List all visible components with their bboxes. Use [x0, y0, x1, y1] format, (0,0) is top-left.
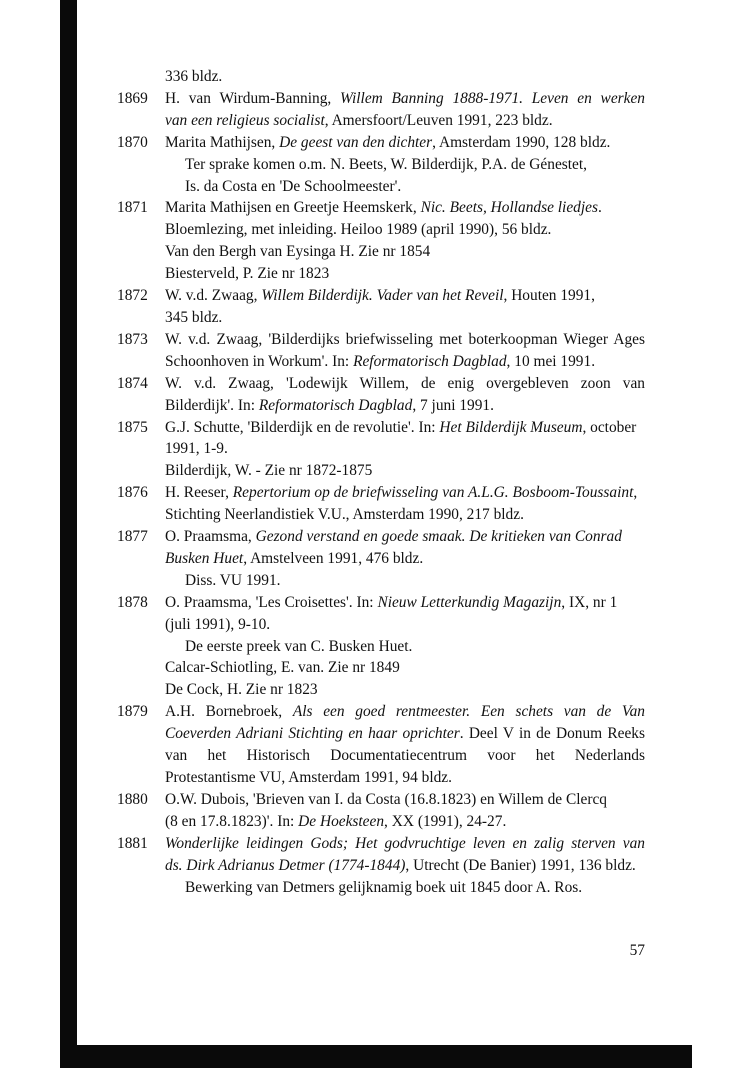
- entry-continuation-line: [117, 110, 645, 132]
- entry-line-1872: [117, 285, 645, 307]
- entry-continuation-line: [117, 636, 645, 658]
- entry-line-1875: [117, 417, 645, 439]
- italic-title: van een religieus socialist: [165, 111, 325, 129]
- entry-text-span: H. van Wirdum-Banning,: [165, 89, 341, 107]
- entry-text: [165, 66, 645, 88]
- entry-text-span: Bloemlezing, met inleiding. Heiloo 1989 (april 1990), 56 bldz.: [165, 221, 552, 239]
- entry-text: [165, 657, 645, 679]
- entry-text: [185, 154, 645, 176]
- entry-line-1881: [117, 833, 645, 855]
- entry-text: [165, 88, 645, 110]
- entry-text: [165, 197, 645, 219]
- entry-continuation-line: [117, 66, 645, 88]
- entry-continuation-line: [117, 570, 645, 592]
- entry-continuation-line: [117, 745, 645, 767]
- entry-text-span: Biesterveld, P. Zie nr 1823: [165, 265, 330, 283]
- entry-text: [185, 570, 645, 592]
- page-number: 57: [629, 942, 645, 959]
- entry-text-span: Stichting Neerlandistiek V.U., Amsterdam 1990, 217 bldz.: [165, 506, 524, 524]
- italic-title: De Hoeksteen: [298, 812, 385, 830]
- entry-text-span: W. v.d. Zwaag,: [165, 287, 262, 305]
- entry-line-1871: [117, 197, 645, 219]
- entry-continuation-line: [117, 811, 645, 833]
- entry-number: 1869: [117, 89, 148, 107]
- entry-text-span: W. v.d. Zwaag, 'Lodewijk Willem, de enig overgebleven zoon van: [165, 374, 645, 392]
- entry-text-span: , october: [582, 418, 637, 436]
- entry-continuation-line: [117, 679, 645, 701]
- entry-text: [165, 701, 645, 723]
- entry-text: [165, 789, 645, 811]
- entry-text: [185, 636, 645, 658]
- entry-text-span: Bewerking van Detmers gelijknamig boek uit 1845 door A. Ros.: [185, 878, 583, 896]
- entry-text-span: G.J. Schutte, 'Bilderdijk en de revolutie'. In:: [165, 418, 440, 436]
- entry-text-span: 336 bldz.: [165, 68, 223, 85]
- entry-continuation-line: [117, 877, 645, 899]
- entry-line-1873: [117, 329, 645, 351]
- entry-text: [165, 811, 645, 833]
- entry-text: [165, 767, 645, 789]
- entry-text-span: . Deel V in de Donum Reeks: [459, 725, 645, 743]
- italic-title: Coeverden Adriani Stichting en haar oprichter: [165, 725, 460, 743]
- entry-text-span: Calcar-Schiotling, E. van. Zie nr 1849: [165, 659, 400, 677]
- entry-line-1878: [117, 592, 645, 614]
- entry-text-span: W. v.d. Zwaag, 'Bilderdijks briefwisseling met boterkoopman Wieger Ages: [165, 330, 645, 348]
- entry-text-span: Van den Bergh van Eysinga H. Zie nr 1854: [165, 243, 431, 261]
- entry-continuation-line: [117, 855, 645, 877]
- entry-text: [165, 263, 645, 285]
- entry-text: [165, 307, 645, 329]
- italic-title: Nieuw Letterkundig Magazijn: [377, 593, 562, 611]
- entry-number: 1877: [117, 528, 148, 546]
- entry-text: [165, 745, 645, 767]
- entry-number: 1881: [117, 834, 148, 852]
- entry-text: [165, 395, 645, 417]
- entry-text-span: 1991, 1-9.: [165, 440, 228, 458]
- entry-text: [165, 285, 645, 307]
- italic-title: Willem Banning 1888-1971. Leven en werken: [340, 89, 646, 107]
- entry-text: [165, 132, 645, 154]
- entry-number: 1872: [117, 287, 148, 305]
- entry-text-span: Marita Mathijsen,: [165, 133, 280, 151]
- entry-line-1877: [117, 526, 645, 548]
- entry-text: [165, 438, 645, 460]
- entry-number: 1879: [117, 703, 148, 721]
- italic-title: Repertorium op de briefwisseling van A.L.G. Bosboom-Toussaint: [232, 484, 634, 502]
- entry-text-span: , 10 mei 1991.: [506, 352, 596, 370]
- entry-text-span: Bilderdijk, W. - Zie nr 1872-1875: [165, 462, 373, 480]
- entry-text-span: , Houten 1991,: [503, 287, 595, 305]
- entry-text-span: Marita Mathijsen en Greetje Heemskerk,: [165, 199, 421, 217]
- entry-number: 1870: [117, 133, 148, 151]
- entry-text-span: (8 en 17.8.1823)'. In:: [165, 812, 299, 830]
- entry-text: [165, 679, 645, 701]
- entry-text: [165, 614, 645, 636]
- entry-text-span: , IX, nr 1: [561, 593, 618, 611]
- entry-text-span: O. Praamsma,: [165, 528, 256, 546]
- italic-title: Nic. Beets, Hollandse liedjes: [420, 199, 598, 217]
- entry-text-span: , Utrecht (De Banier) 1991, 136 bldz.: [405, 856, 636, 874]
- entry-continuation-line: [117, 351, 645, 373]
- entry-continuation-line: [117, 154, 645, 176]
- italic-title: Gezond verstand en goede smaak. De kritieken van Conrad: [255, 528, 622, 546]
- entry-text: [165, 110, 645, 132]
- entry-text-span: Protestantisme VU, Amsterdam 1991, 94 bldz.: [165, 769, 452, 786]
- entry-text-span: H. Reeser,: [165, 484, 233, 502]
- entry-text-span: Ter sprake komen o.m. N. Beets, W. Bilderdijk, P.A. de Génestet,: [185, 155, 588, 173]
- italic-title: ds. Dirk Adrianus Detmer (1774-1844): [165, 856, 406, 874]
- entry-text-span: , Amersfoort/Leuven 1991, 223 bldz.: [324, 111, 553, 129]
- entry-text-span: , Amsterdam 1990, 128 bldz.: [432, 133, 611, 151]
- entry-text-span: Schoonhoven in Workum'. In:: [165, 352, 354, 370]
- entry-continuation-line: [117, 504, 645, 526]
- scan-edge-bottom: [60, 1045, 692, 1068]
- entry-text: [165, 833, 645, 855]
- entry-continuation-line: [117, 548, 645, 570]
- entry-text: [165, 417, 645, 439]
- entry-text-span: , 7 juni 1991.: [412, 396, 494, 414]
- entry-line-1880: [117, 789, 645, 811]
- entry-number: 1878: [117, 593, 148, 611]
- italic-title: Het Bilderdijk Museum: [439, 418, 583, 436]
- entry-text: [165, 548, 645, 570]
- entry-text: [165, 482, 645, 504]
- italic-title: Wonderlijke leidingen Gods; Het godvruchtige leven en zalig sterven van: [165, 834, 645, 852]
- entry-number: 1874: [117, 374, 148, 392]
- italic-title: De geest van den dichter: [279, 133, 433, 151]
- entry-text: [165, 723, 645, 745]
- entry-line-1870: [117, 132, 645, 154]
- entry-continuation-line: [117, 767, 645, 789]
- italic-title: Reformatorisch Dagblad: [353, 352, 507, 370]
- entry-text: [185, 877, 645, 899]
- italic-title: Als een goed rentmeester. Een schets van de Van: [292, 703, 646, 721]
- entry-text: [165, 504, 645, 526]
- italic-title: Reformatorisch Dagblad: [258, 396, 413, 414]
- entry-number: 1871: [117, 199, 148, 217]
- entry-line-1879: [117, 701, 645, 723]
- entry-continuation-line: [117, 614, 645, 636]
- entry-text-span: , Amstelveen 1991, 476 bldz.: [243, 549, 424, 567]
- entry-text: [165, 460, 645, 482]
- entry-text-span: 345 bldz.: [165, 308, 223, 326]
- entry-continuation-line: [117, 263, 645, 285]
- entry-number: 1875: [117, 418, 148, 436]
- entry-continuation-line: [117, 241, 645, 263]
- entry-continuation-line: [117, 176, 645, 198]
- entry-text: [165, 351, 645, 373]
- entry-text-span: De Cock, H. Zie nr 1823: [165, 681, 318, 699]
- entry-text-span: Is. da Costa en 'De Schoolmeester'.: [185, 177, 402, 195]
- entry-text: [165, 219, 645, 241]
- entry-text: [165, 855, 645, 877]
- entry-text-span: Diss. VU 1991.: [185, 571, 281, 589]
- entry-text-span: ,: [633, 484, 638, 502]
- entry-line-1874: [117, 373, 645, 395]
- entry-continuation-line: [117, 219, 645, 241]
- scan-edge-left: [60, 0, 77, 1068]
- bibliography-page: [117, 66, 645, 898]
- entry-text-span: O.W. Dubois, 'Brieven van I. da Costa (16.8.1823) en Willem de Clercq: [165, 790, 607, 808]
- entry-continuation-line: [117, 460, 645, 482]
- entry-number: 1880: [117, 790, 148, 808]
- entry-text: [165, 526, 645, 548]
- entry-line-1876: [117, 482, 645, 504]
- entry-number: 1873: [117, 330, 148, 348]
- entry-text-span: , XX (1991), 24-27.: [384, 812, 507, 830]
- entry-continuation-line: [117, 723, 645, 745]
- entry-text: [185, 176, 645, 198]
- entry-text: [165, 592, 645, 614]
- entry-text-span: van het Historisch Documentatiecentrum voor het Nederlands: [165, 747, 645, 765]
- entry-continuation-line: [117, 395, 645, 417]
- entry-text-span: .: [597, 199, 602, 217]
- entry-text: [165, 373, 645, 395]
- entry-text-span: A.H. Bornebroek,: [165, 703, 293, 721]
- entry-line-1869: [117, 88, 645, 110]
- entry-number: 1876: [117, 484, 148, 502]
- italic-title: Busken Huet: [165, 549, 244, 567]
- entry-continuation-line: [117, 307, 645, 329]
- entry-text: [165, 329, 645, 351]
- italic-title: Willem Bilderdijk. Vader van het Reveil: [261, 287, 504, 305]
- entry-continuation-line: [117, 438, 645, 460]
- entry-continuation-line: [117, 657, 645, 679]
- entry-text-span: Bilderdijk'. In:: [165, 396, 259, 414]
- entry-text-span: O. Praamsma, 'Les Croisettes'. In:: [165, 593, 378, 611]
- entry-text: [165, 241, 645, 263]
- entry-text-span: (juli 1991), 9-10.: [165, 615, 271, 633]
- entry-text-span: De eerste preek van C. Busken Huet.: [185, 637, 413, 655]
